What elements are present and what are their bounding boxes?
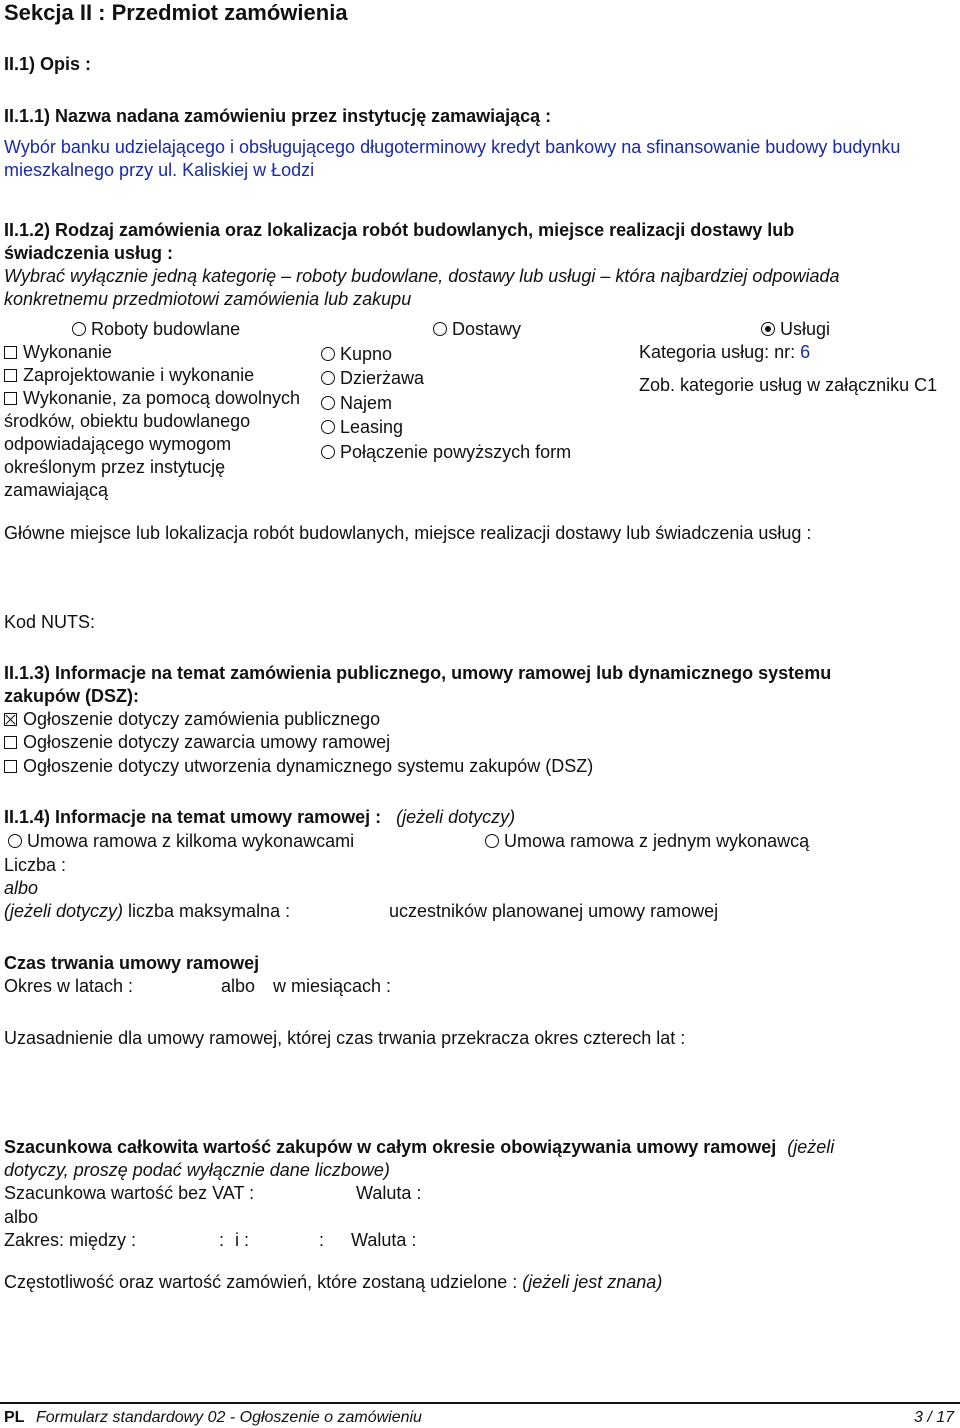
radio-icon	[433, 322, 447, 336]
nuts-label: Kod NUTS:	[4, 612, 96, 632]
radio-icon	[321, 371, 335, 385]
radio-icon	[321, 347, 335, 361]
checkbox-checked-icon	[4, 713, 17, 726]
services-category-note: Zob. kategorie usług w załączniku C1	[639, 375, 938, 395]
range-label: Zakres: między :	[4, 1230, 137, 1250]
radio-icon	[321, 445, 335, 459]
range-colon-2: :	[319, 1230, 325, 1250]
supplies-option-combination[interactable]: Połączenie powyższych form	[321, 441, 571, 464]
duration-heading: Czas trwania umowy ramowej	[4, 953, 260, 973]
or-label: albo	[4, 878, 39, 898]
footer-rule	[0, 1402, 960, 1404]
currency-label: Waluta :	[356, 1183, 422, 1203]
services-category: Kategoria usług: nr: 6	[639, 342, 811, 362]
participants-label: uczestników planowanej umowy ramowej	[389, 901, 719, 921]
works-option-design-build[interactable]: Zaprojektowanie i wykonanie	[4, 364, 254, 387]
radio-icon	[8, 834, 22, 848]
supplies-option-purchase[interactable]: Kupno	[321, 343, 392, 366]
notice-framework-agreement[interactable]: Ogłoszenie dotyczy zawarcia umowy ramowej	[4, 731, 390, 754]
value-excl-vat-label: Szacunkowa wartość bez VAT :	[4, 1183, 255, 1203]
total-value-note: dotyczy, proszę podać wyłącznie dane liczbowe)	[4, 1160, 390, 1180]
section-title: Sekcja II : Przedmiot zamówienia	[4, 0, 348, 25]
range-colon: :	[219, 1230, 225, 1250]
footer-page-number: 3 / 17	[914, 1409, 955, 1426]
years-label: Okres w latach :	[4, 976, 134, 996]
radio-icon	[321, 420, 335, 434]
radio-icon	[321, 396, 335, 410]
works-option-any-means[interactable]: Wykonanie, za pomocą dowolnych	[4, 387, 300, 410]
radio-icon	[72, 322, 86, 336]
category-works[interactable]: Roboty budowlane	[72, 318, 240, 341]
footer-language: PL	[4, 1409, 25, 1426]
total-value-heading: Szacunkowa całkowita wartość zakupów w całym okresie obowiązywania umowy ramowej (jeżeli	[4, 1137, 835, 1157]
checkbox-icon	[4, 760, 17, 773]
checkbox-icon	[4, 346, 17, 359]
works-option-execution[interactable]: Wykonanie	[4, 341, 112, 364]
checkbox-icon	[4, 736, 17, 749]
name-heading: II.1.1) Nazwa nadana zamówieniu przez instytucję zamawiającą :	[4, 106, 552, 126]
or-label-2: albo	[221, 976, 256, 996]
max-number: (jeżeli dotyczy) liczba maksymalna :	[4, 901, 291, 921]
opis-heading: II.1) Opis :	[4, 54, 92, 74]
category-services[interactable]: Usługi	[761, 318, 830, 341]
range-and: i :	[235, 1230, 250, 1250]
supplies-option-lease[interactable]: Dzierżawa	[321, 367, 424, 390]
number-label: Liczba :	[4, 855, 67, 875]
or-label-3: albo	[4, 1207, 39, 1227]
footer-form-name: Formularz standardowy 02 - Ogłoszenie o zamówieniu	[36, 1409, 422, 1426]
type-instruction: Wybrać wyłącznie jedną kategorię – roboty budowlane, dostawy lub usługi – która najbardziej odpowiada konkretnemu przedmiotowi zamówienia lub zakupu	[4, 266, 840, 309]
type-heading: II.1.2) Rodzaj zamówienia oraz lokalizacja robót budowlanych, miejsce realizacji dostawy lub świadczenia usług :	[4, 220, 795, 263]
framework-heading: II.1.4) Informacje na temat umowy ramowej : (jeżeli dotyczy)	[4, 807, 516, 827]
contract-name-value: Wybór banku udzielającego i obsługującego długoterminowy kredyt bankowy na sfinansowanie budowy budynku mieszkalnego przy ul. Kaliskiej w Łodzi	[4, 137, 901, 180]
months-label: w miesiącach :	[273, 976, 392, 996]
currency-label-2: Waluta :	[351, 1230, 417, 1250]
framework-single-operator[interactable]: Umowa ramowa z jednym wykonawcą	[485, 830, 809, 853]
checkbox-icon	[4, 369, 17, 382]
checkbox-icon	[4, 392, 17, 405]
frequency-label: Częstotliwość oraz wartość zamówień, które zostaną udzielone : (jeżeli jest znana)	[4, 1272, 663, 1292]
justification-label: Uzasadnienie dla umowy ramowej, której czas trwania przekracza okres czterech lat :	[4, 1028, 686, 1048]
category-supplies[interactable]: Dostawy	[433, 318, 521, 341]
supplies-option-rental[interactable]: Najem	[321, 392, 392, 415]
works-option-any-means-cont: środków, obiektu budowlanego odpowiadającego wymogom określonym przez instytucję zamawiającą	[4, 411, 251, 500]
procurement-info-heading: II.1.3) Informacje na temat zamówienia publicznego, umowy ramowej lub dynamicznego systemu zakupów (DSZ):	[4, 663, 832, 706]
location-label: Główne miejsce lub lokalizacja robót budowlanych, miejsce realizacji dostawy lub świadczenia usług :	[4, 523, 812, 543]
notice-dps[interactable]: Ogłoszenie dotyczy utworzenia dynamicznego systemu zakupów (DSZ)	[4, 755, 593, 778]
supplies-option-leasing[interactable]: Leasing	[321, 416, 403, 439]
radio-selected-icon	[761, 322, 775, 336]
notice-public-contract[interactable]: Ogłoszenie dotyczy zamówienia publicznego	[4, 708, 380, 731]
radio-icon	[485, 834, 499, 848]
services-category-number: 6	[800, 342, 811, 362]
framework-many-operators[interactable]: Umowa ramowa z kilkoma wykonawcami	[8, 830, 354, 853]
